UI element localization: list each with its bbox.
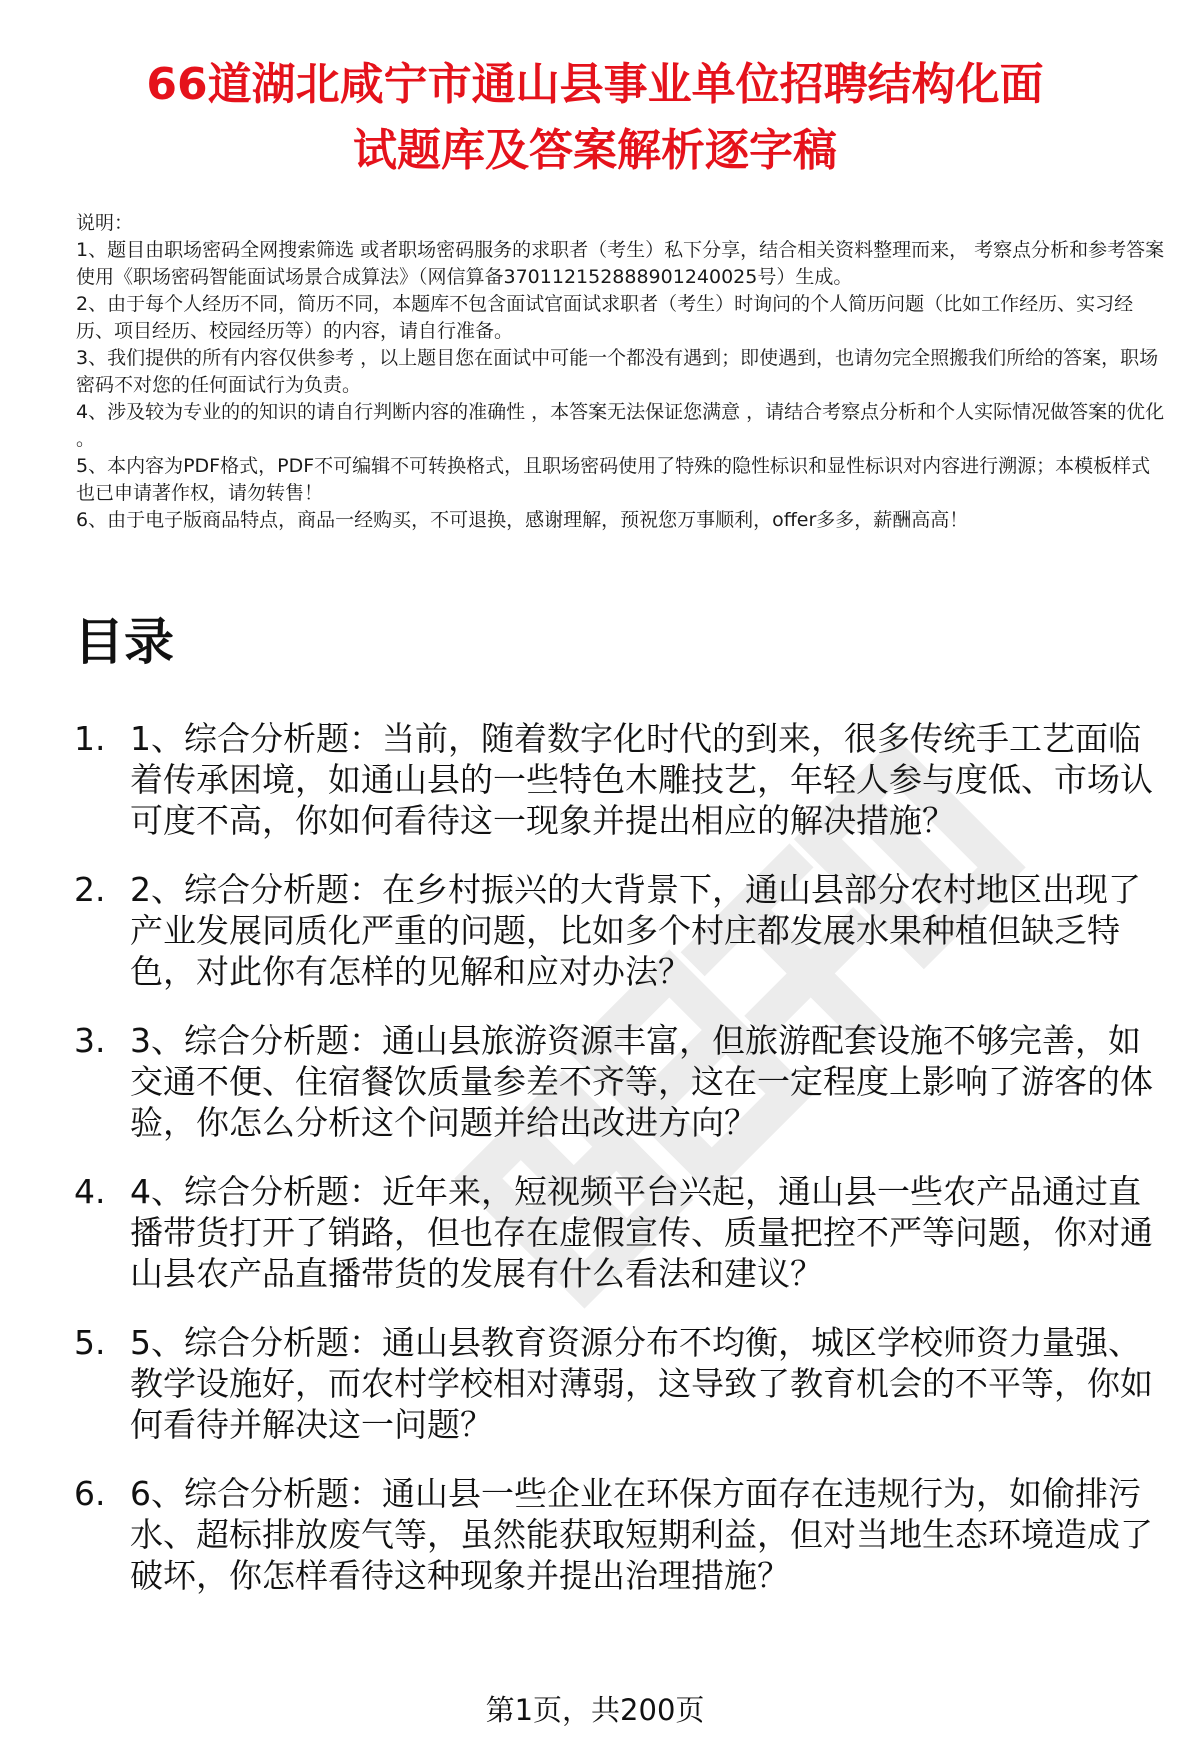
toc-item-number: 1. xyxy=(74,719,106,758)
toc-item[interactable] xyxy=(74,1171,1164,1294)
toc-item-text[interactable]: 6、综合分析题：通山县一些企业在环保方面存在违规行为，如偷排污水、超标排放废气等，虽然能获取短期利益，但对当地生态环境造成了破坏，你怎样看待这种现象并提出治理措施？ xyxy=(130,1474,1153,1595)
note-item: 6、由于电子版商品特点，商品一经购买，不可退换，感谢理解，预祝您万事顺利，offer多多，薪酬高高！ xyxy=(76,509,969,531)
toc-item-text[interactable]: 2、综合分析题：在乡村振兴的大背景下，通山县部分农村地区出现了产业发展同质化严重的问题，比如多个村庄都发展水果种植但缺乏特色，对此你有怎样的见解和应对办法？ xyxy=(130,870,1141,991)
note-item: 4、涉及较为专业的的知识的请自行判断内容的准确性 ，本答案无法保证您满意 ，请结合考察点分析和个人实际情况做答案的优化 。 xyxy=(76,401,1165,450)
title-line-2: 试题库及答案解析逐字稿 xyxy=(353,125,837,176)
notes-heading: 说明： xyxy=(76,212,134,234)
toc-item[interactable] xyxy=(74,1020,1164,1143)
toc-item-text[interactable]: 4、综合分析题：近年来，短视频平台兴起，通山县一些农产品通过直播带货打开了销路，但也存在虚假宣传、质量把控不严等问题，你对通山县农产品直播带货的发展有什么看法和建议？ xyxy=(130,1172,1153,1293)
title-line-1: 66道湖北咸宁市通山县事业单位招聘结构化面 xyxy=(146,59,1044,110)
toc-item[interactable] xyxy=(74,718,1164,841)
toc-item[interactable] xyxy=(74,1322,1164,1445)
note-item: 1、题目由职场密码全网搜索筛选 或者职场密码服务的求职者（考生）私下分享，结合相关资料整理而来， 考察点分析和参考答案使用《职场密码智能面试场景合成算法》（网信算备370112152888901240025号）生成。 xyxy=(76,239,1165,288)
toc-item-text[interactable]: 5、综合分析题：通山县教育资源分布不均衡，城区学校师资力量强、教学设施好，而农村学校相对薄弱，这导致了教育机会的不平等，你如何看待并解决这一问题？ xyxy=(130,1323,1153,1444)
toc-item-number: 5. xyxy=(74,1323,106,1362)
note-item: 2、由于每个人经历不同，简历不同，本题库不包含面试官面试求职者（考生）时询问的个人简历问题（比如工作经历、实习经历、项目经历、校园经历等）的内容，请自行准备。 xyxy=(76,293,1134,342)
toc-item[interactable] xyxy=(74,869,1164,992)
note-item: 3、我们提供的所有内容仅供参考 ，以上题目您在面试中可能一个都没有遇到；即使遇到，也请勿完全照搬我们所给的答案，职场密码不对您的任何面试行为负责。 xyxy=(76,347,1159,396)
toc-item-number: 3. xyxy=(74,1021,106,1060)
toc-item-text[interactable]: 1、综合分析题：当前，随着数字化时代的到来，很多传统手工艺面临着传承困境，如通山县的一些特色木雕技艺，年轻人参与度低、市场认可度不高，你如何看待这一现象并提出相应的解决措施？ xyxy=(130,719,1153,840)
toc-item[interactable] xyxy=(74,1473,1164,1596)
toc-item-number: 4. xyxy=(74,1172,106,1211)
toc-heading: 目录 xyxy=(74,613,174,671)
toc-item-text[interactable]: 3、综合分析题：通山县旅游资源丰富，但旅游配套设施不够完善，如交通不便、住宿餐饮质量参差不齐等，这在一定程度上影响了游客的体验，你怎么分析这个问题并给出改进方向？ xyxy=(130,1021,1153,1142)
document-title xyxy=(60,52,1130,184)
disclaimer-notes xyxy=(76,210,1166,534)
table-of-contents xyxy=(74,718,1164,1624)
page-footer: 第1页，共200页 xyxy=(485,1693,705,1727)
note-item: 5、本内容为PDF格式，PDF不可编辑不可转换格式，且职场密码使用了特殊的隐性标识和显性标识对内容进行溯源；本模板样式也已申请著作权，请勿转售！ xyxy=(76,455,1151,504)
toc-item-number: 2. xyxy=(74,870,106,909)
toc-item-number: 6. xyxy=(74,1474,106,1513)
